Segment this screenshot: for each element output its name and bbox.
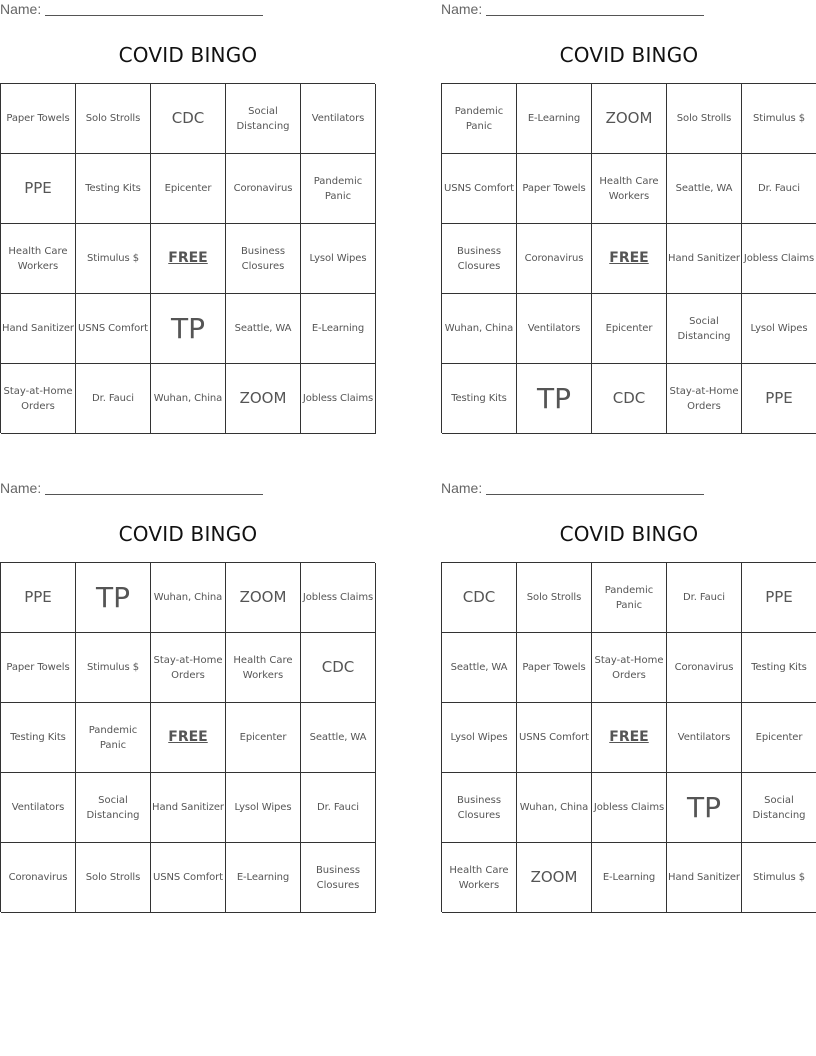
- bingo-cell[interactable]: Wuhan, China: [151, 364, 226, 434]
- bingo-cell[interactable]: PPE: [742, 563, 816, 633]
- bingo-cell[interactable]: Dr. Fauci: [301, 773, 376, 843]
- bingo-cell[interactable]: Testing Kits: [442, 364, 517, 434]
- bingo-cell[interactable]: Stimulus $: [742, 84, 816, 154]
- bingo-cell[interactable]: Lysol Wipes: [742, 294, 816, 364]
- bingo-cell[interactable]: PPE: [1, 154, 76, 224]
- bingo-cell[interactable]: Coronavirus: [667, 633, 742, 703]
- bingo-cell[interactable]: Seattle, WA: [667, 154, 742, 224]
- bingo-cell[interactable]: TP: [76, 563, 151, 633]
- bingo-cell[interactable]: Seattle, WA: [226, 294, 301, 364]
- bingo-cell[interactable]: E-Learning: [517, 84, 592, 154]
- bingo-cell[interactable]: Health Care Workers: [226, 633, 301, 703]
- free-space-cell[interactable]: FREE: [592, 224, 667, 294]
- bingo-cell[interactable]: Wuhan, China: [151, 563, 226, 633]
- bingo-cell[interactable]: Seattle, WA: [301, 703, 376, 773]
- bingo-cell[interactable]: TP: [667, 773, 742, 843]
- name-blank-line[interactable]: [45, 482, 263, 495]
- bingo-cell[interactable]: Stay-at-Home Orders: [592, 633, 667, 703]
- bingo-cell[interactable]: Epicenter: [226, 703, 301, 773]
- bingo-cell[interactable]: E-Learning: [592, 843, 667, 913]
- bingo-cell[interactable]: Solo Strolls: [667, 84, 742, 154]
- bingo-cell[interactable]: Coronavirus: [226, 154, 301, 224]
- bingo-cell[interactable]: Jobless Claims: [301, 563, 376, 633]
- bingo-cell[interactable]: Wuhan, China: [517, 773, 592, 843]
- bingo-cell[interactable]: Social Distancing: [742, 773, 816, 843]
- bingo-cell[interactable]: ZOOM: [226, 563, 301, 633]
- free-space-cell[interactable]: FREE: [592, 703, 667, 773]
- name-field[interactable]: [0, 1, 270, 19]
- bingo-cell[interactable]: E-Learning: [226, 843, 301, 913]
- bingo-cell[interactable]: Health Care Workers: [592, 154, 667, 224]
- bingo-cell[interactable]: Stay-at-Home Orders: [1, 364, 76, 434]
- bingo-cell[interactable]: E-Learning: [301, 294, 376, 364]
- bingo-cell[interactable]: Pandemic Panic: [76, 703, 151, 773]
- bingo-cell[interactable]: Dr. Fauci: [667, 563, 742, 633]
- bingo-cell[interactable]: Business Closures: [226, 224, 301, 294]
- name-field[interactable]: [0, 480, 270, 498]
- bingo-cell[interactable]: CDC: [151, 84, 226, 154]
- bingo-cell[interactable]: Ventilators: [517, 294, 592, 364]
- name-field[interactable]: [441, 1, 711, 19]
- bingo-cell[interactable]: Stay-at-Home Orders: [667, 364, 742, 434]
- name-label: Name:: [441, 1, 483, 17]
- bingo-cell[interactable]: USNS Comfort: [442, 154, 517, 224]
- bingo-cell[interactable]: Dr. Fauci: [742, 154, 816, 224]
- bingo-cell[interactable]: USNS Comfort: [517, 703, 592, 773]
- name-label: Name:: [441, 480, 483, 496]
- bingo-cell[interactable]: Ventilators: [301, 84, 376, 154]
- bingo-cell[interactable]: Social Distancing: [76, 773, 151, 843]
- name-label: Name:: [0, 480, 42, 496]
- bingo-cell[interactable]: Ventilators: [1, 773, 76, 843]
- bingo-cell[interactable]: Social Distancing: [226, 84, 301, 154]
- bingo-cell[interactable]: Pandemic Panic: [301, 154, 376, 224]
- bingo-cell[interactable]: Epicenter: [742, 703, 816, 773]
- free-space-cell[interactable]: FREE: [151, 703, 226, 773]
- name-label: Name:: [0, 1, 42, 17]
- bingo-cell[interactable]: Health Care Workers: [1, 224, 76, 294]
- bingo-cell[interactable]: Business Closures: [301, 843, 376, 913]
- bingo-cell[interactable]: CDC: [301, 633, 376, 703]
- bingo-cell[interactable]: PPE: [1, 563, 76, 633]
- bingo-cell[interactable]: Social Distancing: [667, 294, 742, 364]
- bingo-cell[interactable]: Stay-at-Home Orders: [151, 633, 226, 703]
- bingo-cell[interactable]: ZOOM: [517, 843, 592, 913]
- bingo-cell[interactable]: Epicenter: [592, 294, 667, 364]
- bingo-cell[interactable]: Ventilators: [667, 703, 742, 773]
- bingo-cell[interactable]: Coronavirus: [517, 224, 592, 294]
- bingo-cell[interactable]: Solo Strolls: [76, 84, 151, 154]
- card-title: COVID BINGO: [118, 43, 258, 67]
- bingo-cell[interactable]: Paper Towels: [517, 154, 592, 224]
- bingo-cell[interactable]: Health Care Workers: [442, 843, 517, 913]
- bingo-cell[interactable]: Epicenter: [151, 154, 226, 224]
- bingo-cell[interactable]: ZOOM: [592, 84, 667, 154]
- bingo-cell[interactable]: Lysol Wipes: [442, 703, 517, 773]
- bingo-cell[interactable]: Testing Kits: [742, 633, 816, 703]
- bingo-cell[interactable]: TP: [151, 294, 226, 364]
- bingo-cell[interactable]: Testing Kits: [1, 703, 76, 773]
- bingo-cell[interactable]: Seattle, WA: [442, 633, 517, 703]
- bingo-cell[interactable]: Jobless Claims: [742, 224, 816, 294]
- bingo-cell[interactable]: Wuhan, China: [442, 294, 517, 364]
- bingo-grid: [441, 83, 816, 433]
- bingo-grid: [0, 562, 375, 912]
- card-title: COVID BINGO: [118, 522, 258, 546]
- bingo-cell[interactable]: Testing Kits: [76, 154, 151, 224]
- bingo-cell[interactable]: Hand Sanitizer: [1, 294, 76, 364]
- name-blank-line[interactable]: [486, 482, 704, 495]
- name-field[interactable]: [441, 480, 711, 498]
- free-space-cell[interactable]: FREE: [151, 224, 226, 294]
- bingo-cell[interactable]: Solo Strolls: [517, 563, 592, 633]
- bingo-cell[interactable]: Hand Sanitizer: [667, 843, 742, 913]
- card-title: COVID BINGO: [559, 522, 699, 546]
- bingo-cell[interactable]: Business Closures: [442, 224, 517, 294]
- bingo-cell[interactable]: Jobless Claims: [592, 773, 667, 843]
- bingo-cell[interactable]: Business Closures: [442, 773, 517, 843]
- bingo-cell[interactable]: Paper Towels: [1, 84, 76, 154]
- name-blank-line[interactable]: [486, 3, 704, 16]
- bingo-cell[interactable]: Stimulus $: [76, 224, 151, 294]
- bingo-cell[interactable]: Coronavirus: [1, 843, 76, 913]
- name-blank-line[interactable]: [45, 3, 263, 16]
- bingo-cell[interactable]: Paper Towels: [517, 633, 592, 703]
- bingo-cell[interactable]: CDC: [592, 364, 667, 434]
- bingo-cell[interactable]: Lysol Wipes: [226, 773, 301, 843]
- bingo-cell[interactable]: Hand Sanitizer: [667, 224, 742, 294]
- bingo-cell[interactable]: Lysol Wipes: [301, 224, 376, 294]
- bingo-cell[interactable]: Solo Strolls: [76, 843, 151, 913]
- bingo-cell[interactable]: Pandemic Panic: [592, 563, 667, 633]
- bingo-cell[interactable]: USNS Comfort: [76, 294, 151, 364]
- bingo-cell[interactable]: Pandemic Panic: [442, 84, 517, 154]
- bingo-cell[interactable]: Hand Sanitizer: [151, 773, 226, 843]
- bingo-grid: [0, 83, 375, 433]
- bingo-cell[interactable]: USNS Comfort: [151, 843, 226, 913]
- bingo-cell[interactable]: Stimulus $: [76, 633, 151, 703]
- card-title: COVID BINGO: [559, 43, 699, 67]
- bingo-cell[interactable]: Jobless Claims: [301, 364, 376, 434]
- bingo-cell[interactable]: Dr. Fauci: [76, 364, 151, 434]
- bingo-cell[interactable]: Stimulus $: [742, 843, 816, 913]
- bingo-cell[interactable]: CDC: [442, 563, 517, 633]
- bingo-cell[interactable]: PPE: [742, 364, 816, 434]
- bingo-cell[interactable]: ZOOM: [226, 364, 301, 434]
- bingo-grid: [441, 562, 816, 912]
- bingo-cell[interactable]: Paper Towels: [1, 633, 76, 703]
- bingo-cell[interactable]: TP: [517, 364, 592, 434]
